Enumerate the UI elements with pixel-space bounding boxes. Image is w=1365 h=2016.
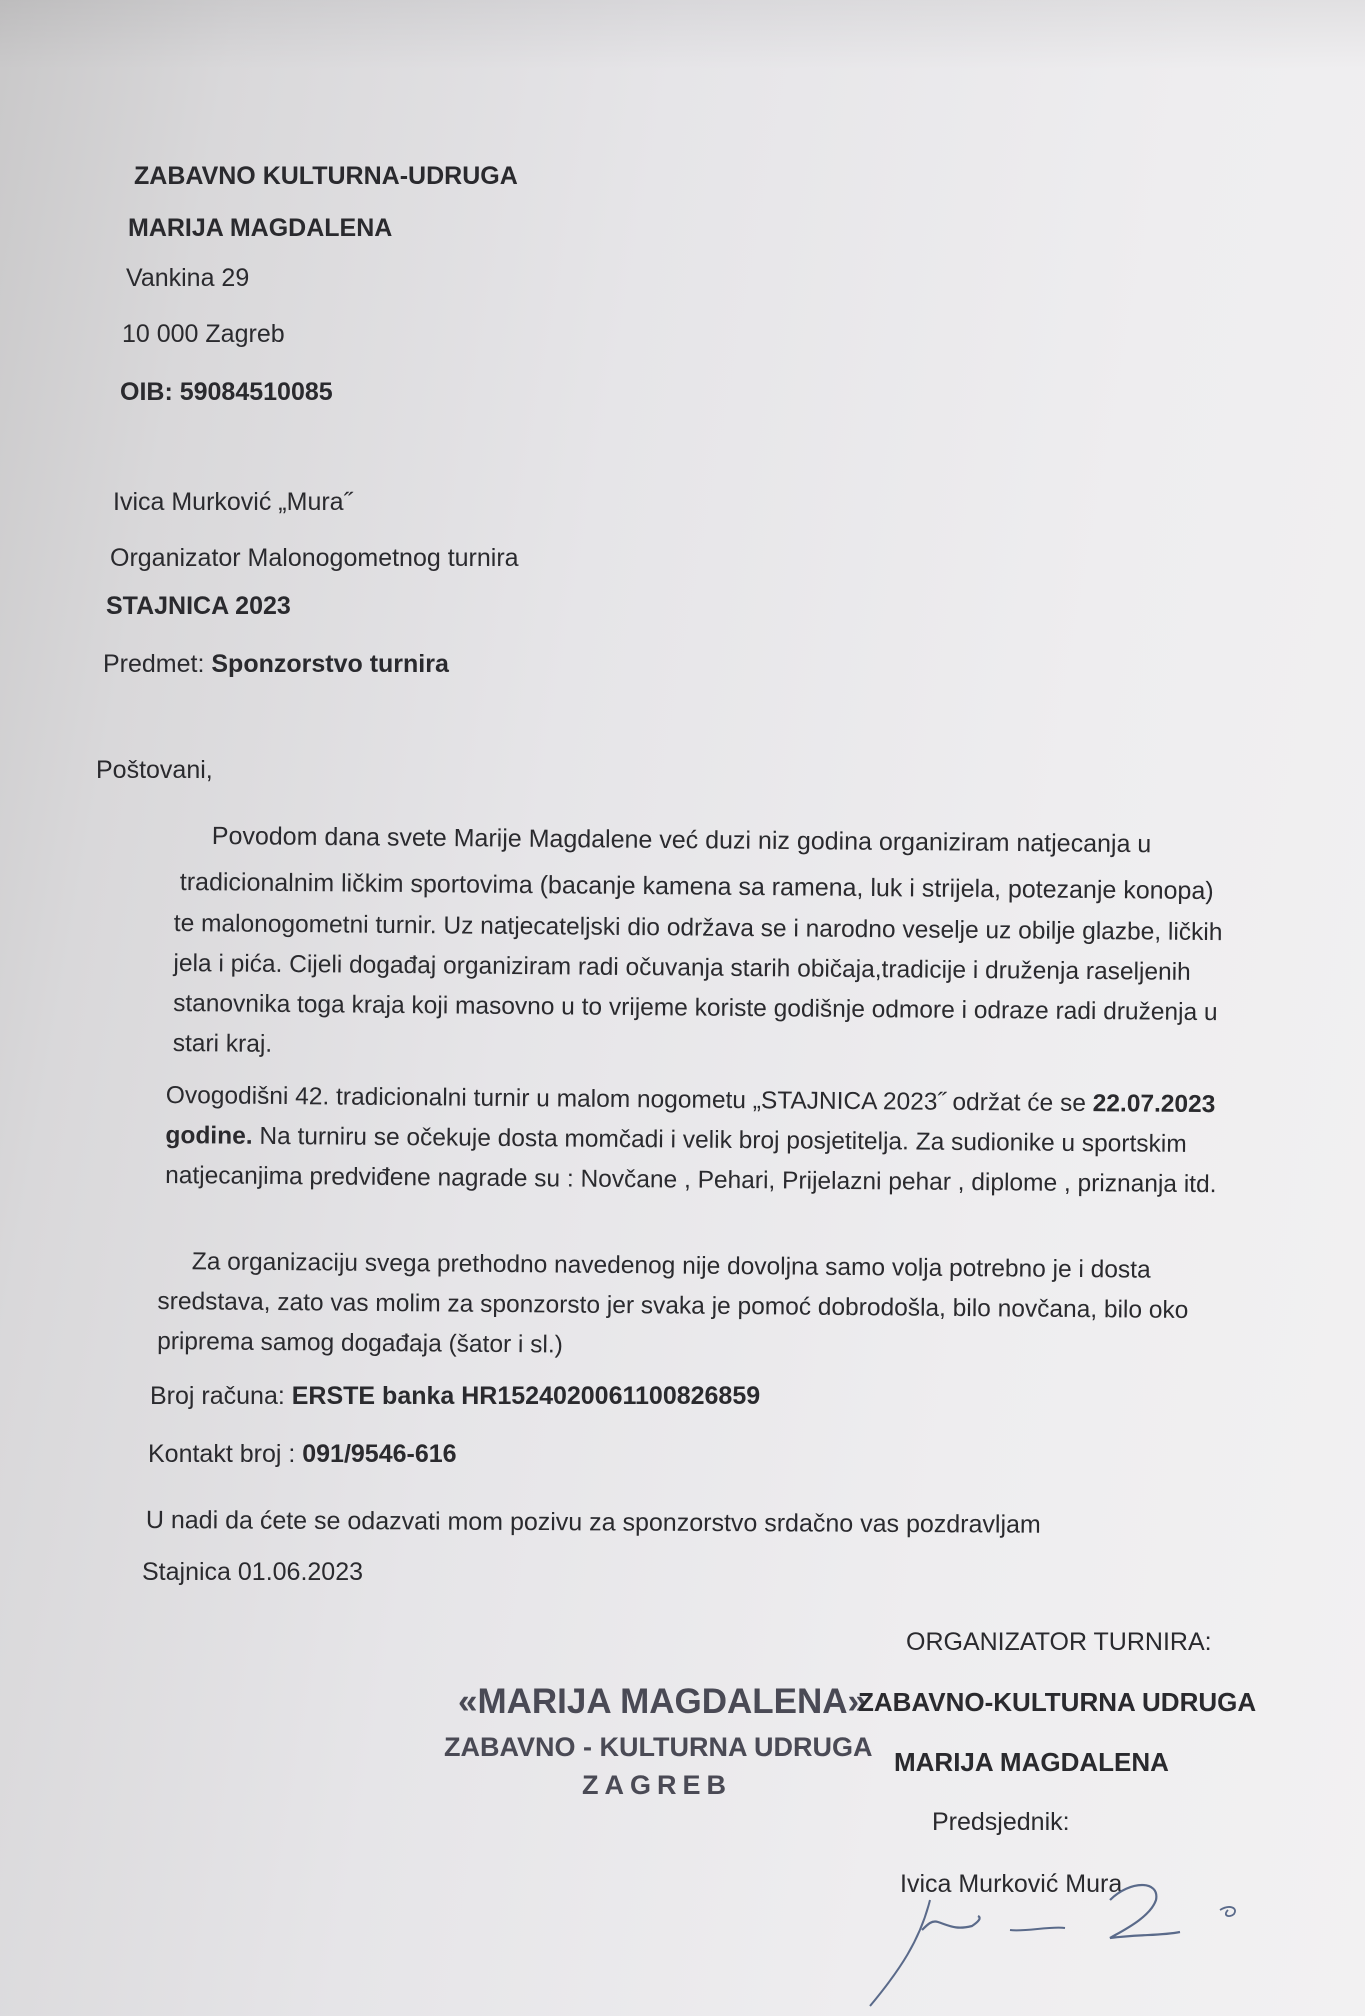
- closing-sentence: U nadi da ćete se odazvati mom pozivu za sponzorstvo srdačno vas pozdravljam: [145, 1506, 1041, 1539]
- recipient-event: STAJNICA 2023: [106, 592, 291, 620]
- paragraph2: [165, 1076, 1238, 1205]
- subject-label: Predmet:: [103, 650, 212, 678]
- paragraph1-line1: Povodom dana svete Marije Magdalene već duzi niz godina organiziram natjecanja u: [211, 821, 1152, 859]
- paragraph2-rest: Na turniru se očekuje dosta momčadi i velik broj posjetitelja. Za sudionike u sportskim natjecanjima predviđene nagrade su : Novčane , Pehari, Prijelazni pehar , diplome , priznanja itd.: [165, 1122, 1217, 1199]
- handwritten-signature: [860, 1860, 1280, 2010]
- paragraph3: Za organizaciju svega prethodno navedenog nije dovoljna samo volja potrebno je i dosta sredstava, zato vas molim za sponzorsto jer svaka je pomoć dobrodošla, bilo novčana, bilo oko priprema samog događaja (šator i sl.): [157, 1248, 1189, 1359]
- stamp-subtitle: ZABAVNO - KULTURNA UDRUGA: [444, 1732, 873, 1762]
- org-line2: MARIJA MAGDALENA: [894, 1747, 1169, 1777]
- page-shadow: [0, 0, 1365, 70]
- president-name: Ivica Murković Mura: [900, 1870, 1123, 1898]
- salutation: Poštovani,: [96, 756, 213, 784]
- sender-name-line2: MARIJA MAGDALENA: [128, 214, 393, 242]
- sender-oib: OIB: 59084510085: [120, 378, 333, 406]
- account-label: Broj računa:: [150, 1382, 292, 1410]
- sender-name-line1: ZABAVNO KULTURNA-UDRUGA: [134, 162, 518, 190]
- paragraph1-line2: tradicionalnim ličkim sportovima (bacanje kamena sa ramena, luk i strijela, potezanje konopa): [179, 867, 1214, 906]
- stamp-city: ZAGREB: [582, 1770, 732, 1800]
- paragraph1-continuation: te malonogometni turnir. Uz natjecateljski dio održava se i narodno veselje uz obilje glazbe, ličkih jela i pića. Cijeli događaj organiziram radi očuvanja starih običaja,tradicije i druženja raseljenih stanovnika toga kraja koji masovno u to vrijeme koriste godišnje odmore i odraze radi druženja u stari kraj.: [172, 909, 1223, 1058]
- org-line1: ZABAVNO-KULTURNA UDRUGA: [858, 1687, 1257, 1717]
- subject-line: [103, 648, 449, 680]
- place-date: Stajnica 01.06.2023: [142, 1558, 364, 1586]
- recipient-name: Ivica Murković „Mura˝: [113, 488, 352, 516]
- sender-street: Vankina 29: [126, 264, 250, 292]
- paragraph2-start: Ovogodišni 42. tradicionalni turnir u malom nogometu „STAJNICA 2023˝ održat će se: [165, 1081, 1093, 1118]
- contact-label: Kontakt broj :: [148, 1440, 303, 1468]
- stamp-title: «MARIJA MAGDALENA»: [458, 1682, 868, 1721]
- contact-value: 091/9546-616: [302, 1440, 457, 1468]
- subject-value: Sponzorstvo turnira: [211, 650, 449, 678]
- recipient-role: Organizator Malonogometnog turnira: [110, 544, 519, 572]
- sender-city: 10 000 Zagreb: [122, 320, 285, 348]
- contact-line: [148, 1438, 457, 1470]
- account-line: [150, 1380, 760, 1412]
- president-label: Predsjednik:: [932, 1808, 1070, 1836]
- account-value: ERSTE banka HR1524020061100826859: [291, 1382, 761, 1410]
- event-date: 22.07.2023 godine.: [165, 1090, 1216, 1150]
- organizer-label: ORGANIZATOR TURNIRA:: [906, 1628, 1212, 1656]
